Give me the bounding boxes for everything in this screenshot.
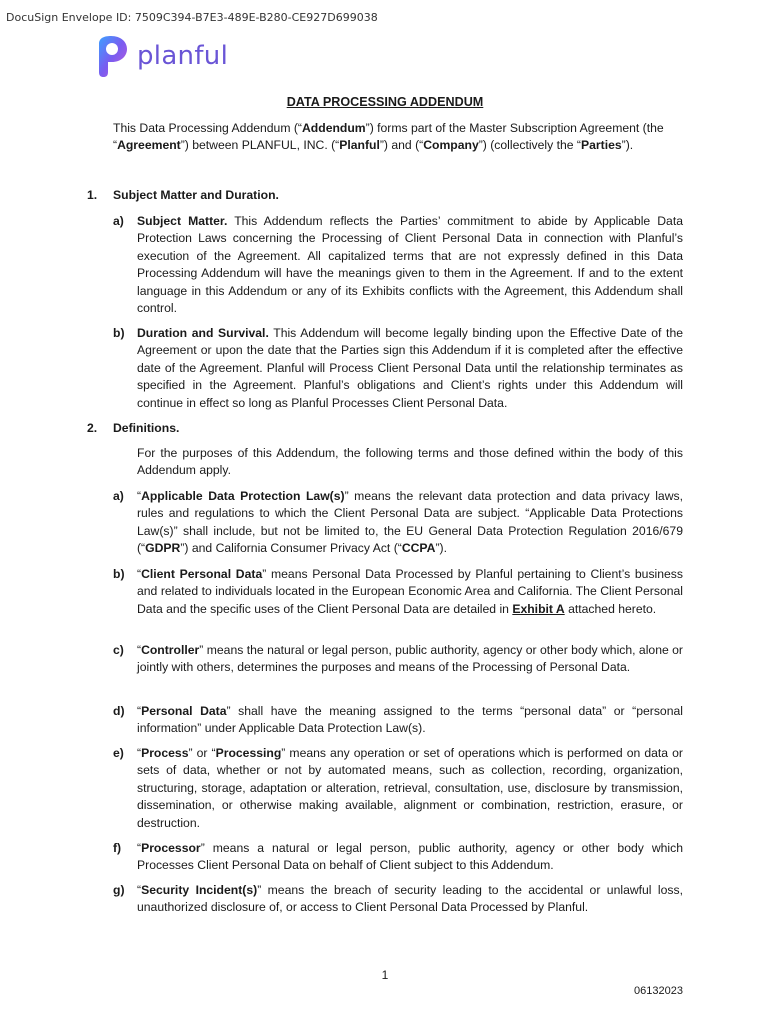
definition-a: a) “Applicable Data Protection Law(s)” means the relevant data protection and data privacy laws, rules and regulations to which the Client Personal Data are subject. “Applicable Data Protections Law(s)” shall include, but not be limited to, the EU General Data Protection Regulation 2016/679 (“GDPR”) and California Consumer Privacy Act (“CCPA”).: [113, 489, 683, 556]
envelope-id: DocuSign Envelope ID: 7509C394-B7E3-489E-B280-CE927D699038: [6, 11, 378, 24]
section-1-heading: 1. Subject Matter and Duration.: [87, 188, 279, 202]
exhibit-a-link: Exhibit A: [512, 601, 565, 616]
planful-logo: [95, 34, 228, 78]
definition-e: e) “Process” or “Processing” means any operation or set of operations which is performed on data or sets of data, whether or not by automated means, such as collection, recording, organization, structuring, storage, adaptation or alteration, retrieval, consultation, use, disclosure by transmission, dissemination, or otherwise making available, alignment or combination, restriction, erasure, or destruction.: [113, 746, 683, 830]
document-title: DATA PROCESSING ADDENDUM: [286, 95, 484, 109]
section-1b: b) Duration and Survival. This Addendum will become legally binding upon the Effective Date of the Agreement or upon the date that the Parties sign this Addendum if it is completed after the effective date of the Agreement. Planful will Process Client Personal Data until the relationship terminates as specified in the Agreement. Planful’s obligations and Client’s rights under this Addendum will continue in effect so long as Planful Processes Client Personal Data.: [113, 326, 683, 410]
page-number: 1: [381, 968, 389, 982]
definition-c: c) “Controller” means the natural or legal person, public authority, agency or other body which, alone or jointly with others, determines the purposes and means of the Processing of Personal Data.: [113, 643, 683, 675]
planful-logo-icon: [95, 34, 129, 78]
definitions-lead: For the purposes of this Addendum, the following terms and those defined within the body of this Addendum apply.: [137, 446, 683, 478]
section-2-heading: 2. Definitions.: [87, 421, 180, 435]
definition-d: d) “Personal Data” shall have the meaning assigned to the terms “personal data” or “personal information” under Applicable Data Protection Law(s).: [113, 704, 683, 736]
intro-paragraph: This Data Processing Addendum (“Addendum”) forms part of the Master Subscription Agreement (the “Agreement”) between PLANFUL, INC. (“Planful”) and (“Company”) (collectively the “Parties”).: [113, 121, 664, 153]
definition-b: b) “Client Personal Data” means Personal Data Processed by Planful pertaining to Client’s business and related to individuals located in the European Economic Area and California. The Client Personal Data and the specific uses of the Client Personal Data are detailed in Exhibit A attached hereto.: [113, 567, 683, 616]
planful-wordmark: planful: [137, 41, 229, 71]
section-1a: a) Subject Matter. This Addendum reflects the Parties’ commitment to abide by Applicable Data Protection Laws concerning the Processing of Client Personal Data in connection with Planful’s execution of the Agreement. All capitalized terms that are not expressly defined in this Data Processing Addendum will have the meanings given to them in the Agreement. If and to the extent language in this Addendum or any of its Exhibits conflicts with the Agreement, this Addendum shall control.: [113, 214, 684, 316]
definition-f: f) “Processor” means a natural or legal person, public authority, agency or other body which Processes Client Personal Data on behalf of Client subject to this Addendum.: [113, 841, 683, 873]
definition-g: g) “Security Incident(s)” means the breach of security leading to the accidental or unlawful loss, unauthorized disclosure of, or access to Client Personal Data Processed by Planful.: [113, 883, 683, 915]
document-code: 06132023: [634, 985, 683, 997]
